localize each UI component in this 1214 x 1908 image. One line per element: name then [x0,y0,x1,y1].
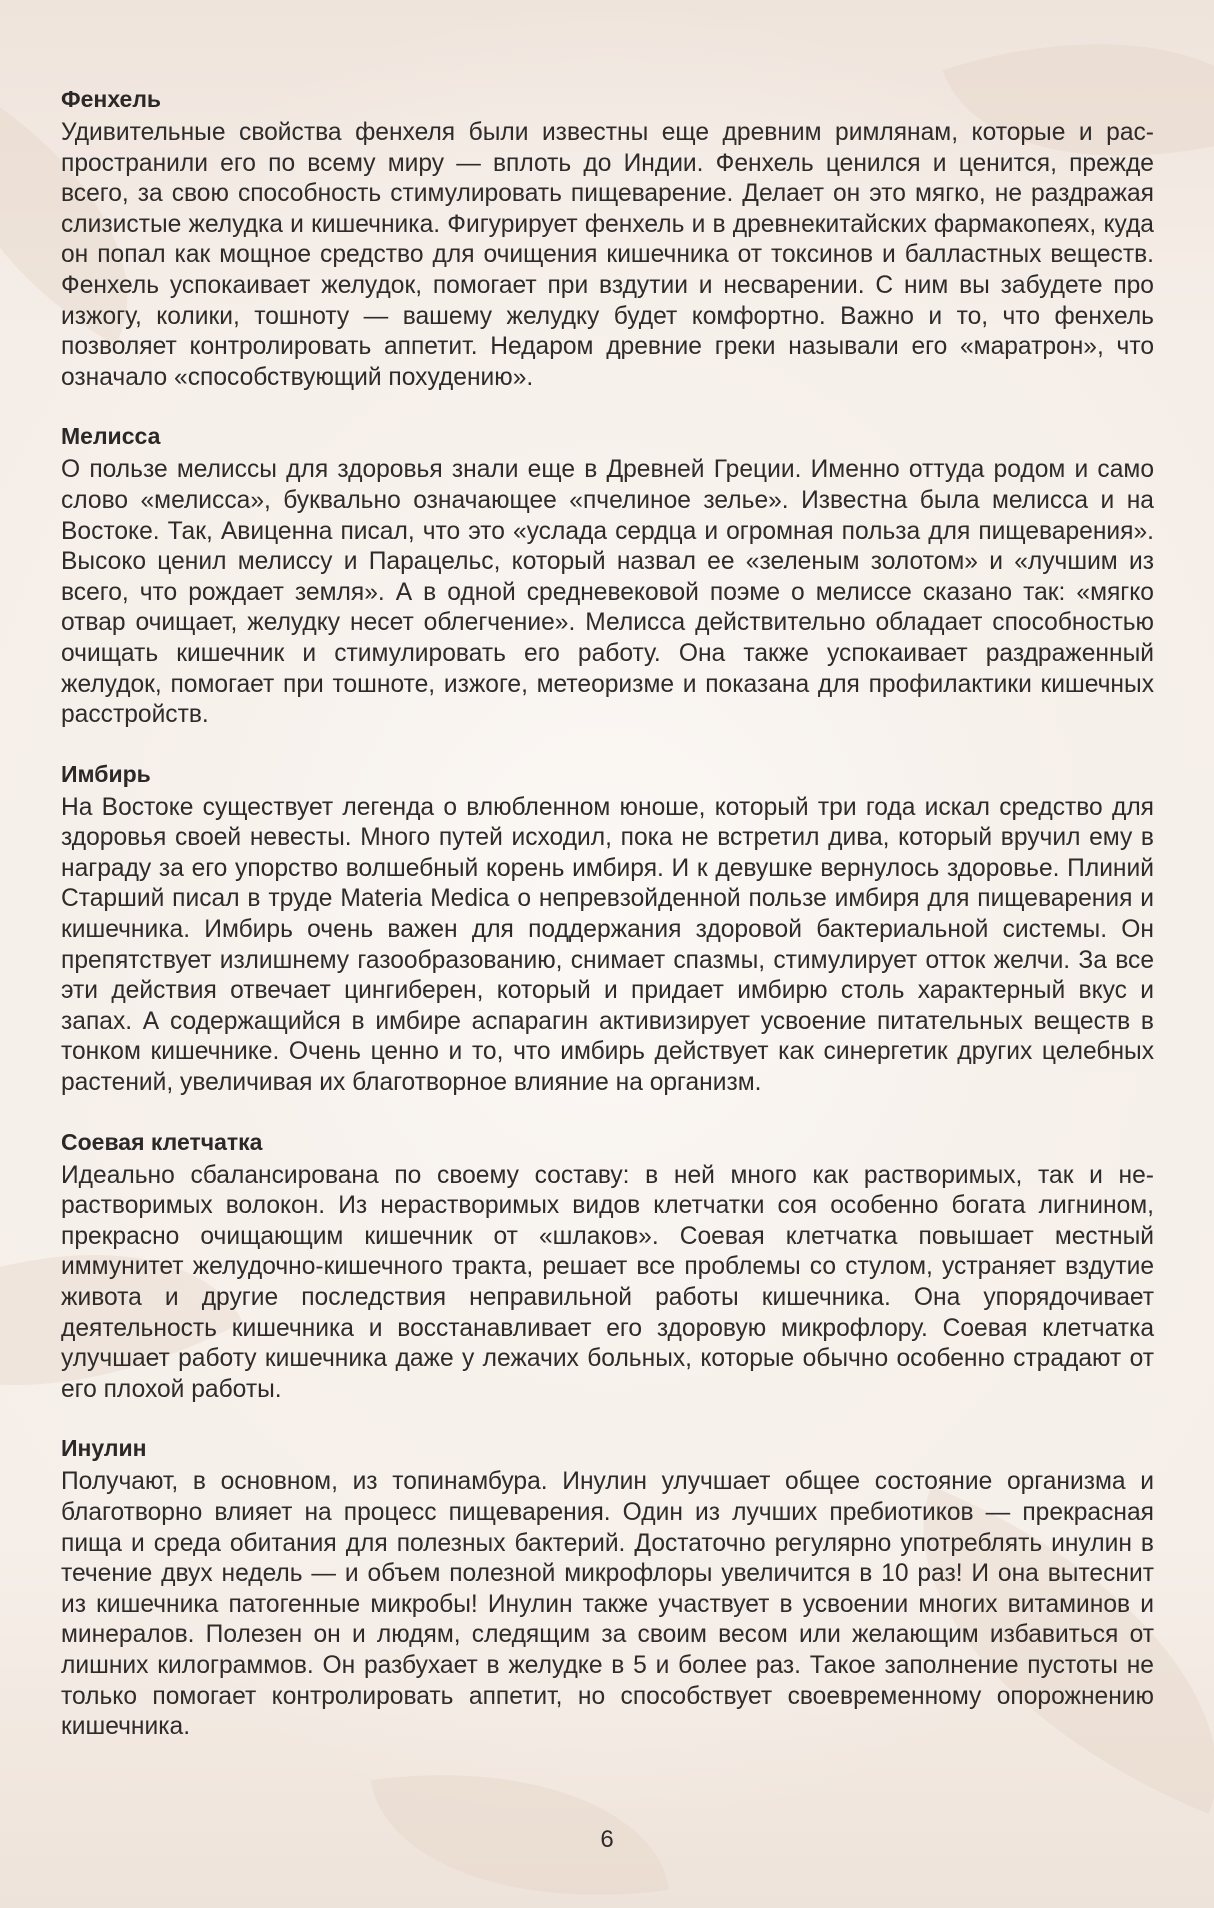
page-number: 6 [600,1826,614,1853]
article-body [61,84,1154,1771]
section-melissa [61,421,1154,730]
section-heading: Соевая клетчатка [61,1128,263,1155]
section-heading: Мелисса [61,423,161,450]
section-fennel [61,84,1154,393]
section-soy-fiber [61,1127,1154,1406]
section-heading: Фенхель [61,86,162,112]
section-paragraph: Удивительные свойства фенхеля были известны еще древним римлянам, которые и распространили его по всему миру — вплоть до Индии. Фенхель ценился и ценится, прежде всего, за свою способность стимулировать пищеварение. Делает он это мягко, не раздражая слизистые желудка и кишечника. Фигурирует фенхель и в древнекитайских фармакопеях, куда он попал как мощное средство для очищения кишечника от токсинов и балластных веществ. Фенхель успокаивает желудок, помогает при вздутии и несварении. С ним вы забудете про изжогу, колики, тошноту — вашему желудку будет комфортно. Важно и то, что фенхель позволяет контролировать аппетит. Недаром древние греки называли его «маратрон», что означало «способствующий похудению». [61,119,1154,391]
section-ginger [61,759,1154,1099]
section-inulin [61,1433,1154,1742]
section-paragraph: На Востоке существует легенда о влюбленном юноше, который три года искал средство для здоровья своей невесты. Много путей исходил, пока не встретил дива, который вручил ему в награду за его упорство волшебный корень имбиря. И к девушке вернулось здоровье. Плиний Старший писал в труде Materia Medica о непревзойденной пользе имбиря для пищеварения и кишечника. Имбирь очень важен для поддержания здоровой бактериальной системы. Он препятствует излишнему газообразованию, снимает спазмы, стимулирует отток желчи. За все эти действия отвечает цингиберен, который и придает имбирю столь характерный вкус и запах. А содержащийся в имбире аспарагин активизирует усвоение питательных веществ в тонком кишечнике. Очень ценно и то, что имбирь действует как синергетик других целебных растений, увеличивая их благотворное влияние на организм. [61,793,1154,1097]
section-paragraph: Идеально сбалансирована по своему составу: в ней много как растворимых, так и нерастворимых волокон. Из нерастворимых видов клетчатки соя особенно богата лигнином, прекрасно очищающим кишечник от «шлаков». Соевая клетчатка повышает местный иммунитет желудочно-кишечного тракта, решает все проблемы со стулом, устраняет вздутие живота и другие последствия неправильной работы кишечника. Она упорядочивает деятельность кишечника и восстанавливает его здоровую микрофлору. Соевая клетчатка улучшает работу кишечника даже у лежачих больных, которые обычно особенно страдают от его плохой работы. [61,1161,1154,1403]
section-heading: Инулин [61,1435,147,1462]
section-heading: Имбирь [61,760,151,787]
section-paragraph: Получают, в основном, из топинамбура. Инулин улучшает общее состояние организма и благотворно влияет на процесс пищеварения. Один из лучших пребиотиков — прекрасная пища и среда обитания для полезных бактерий. Достаточно регулярно употреблять инулин в течение двух недель — и объем полезной микрофлоры увеличится в 10 раз! И она вытеснит из кишечника патогенные микробы! Инулин также участвует в усвоении многих витаминов и минералов. Полезен он и людям, следящим за своим весом или желающим избавиться от лишних килограммов. Он разбухает в желудке в 5 и более раз. Такое заполнение пустоты не только помогает контролировать аппетит, но способствует своевременному опорожнению кишечника. [61,1468,1154,1741]
section-paragraph: О пользе мелиссы для здоровья знали еще в Древней Греции. Именно оттуда родом и само слово «мелисса», буквально означающее «пчелиное зелье». Известна была мелисса и на Востоке. Так, Авиценна писал, что это «услада сердца и огромная польза для пищеварения». Высоко ценил мелиссу и Парацельс, который назвал ее «зеленым золотом» и «лучшим из всего, что рождает земля». А в одной средневековой поэме о мелиссе сказано так: «мягко отвар очищает, желудку несет облегчение». Мелисса действительно обладает способностью очищать кишечник и стимулировать его работу. Она также успокаивает раздраженный желудок, помогает при тошноте, изжоге, метеоризме и показана для профилактики кишечных расстройств. [61,456,1154,729]
